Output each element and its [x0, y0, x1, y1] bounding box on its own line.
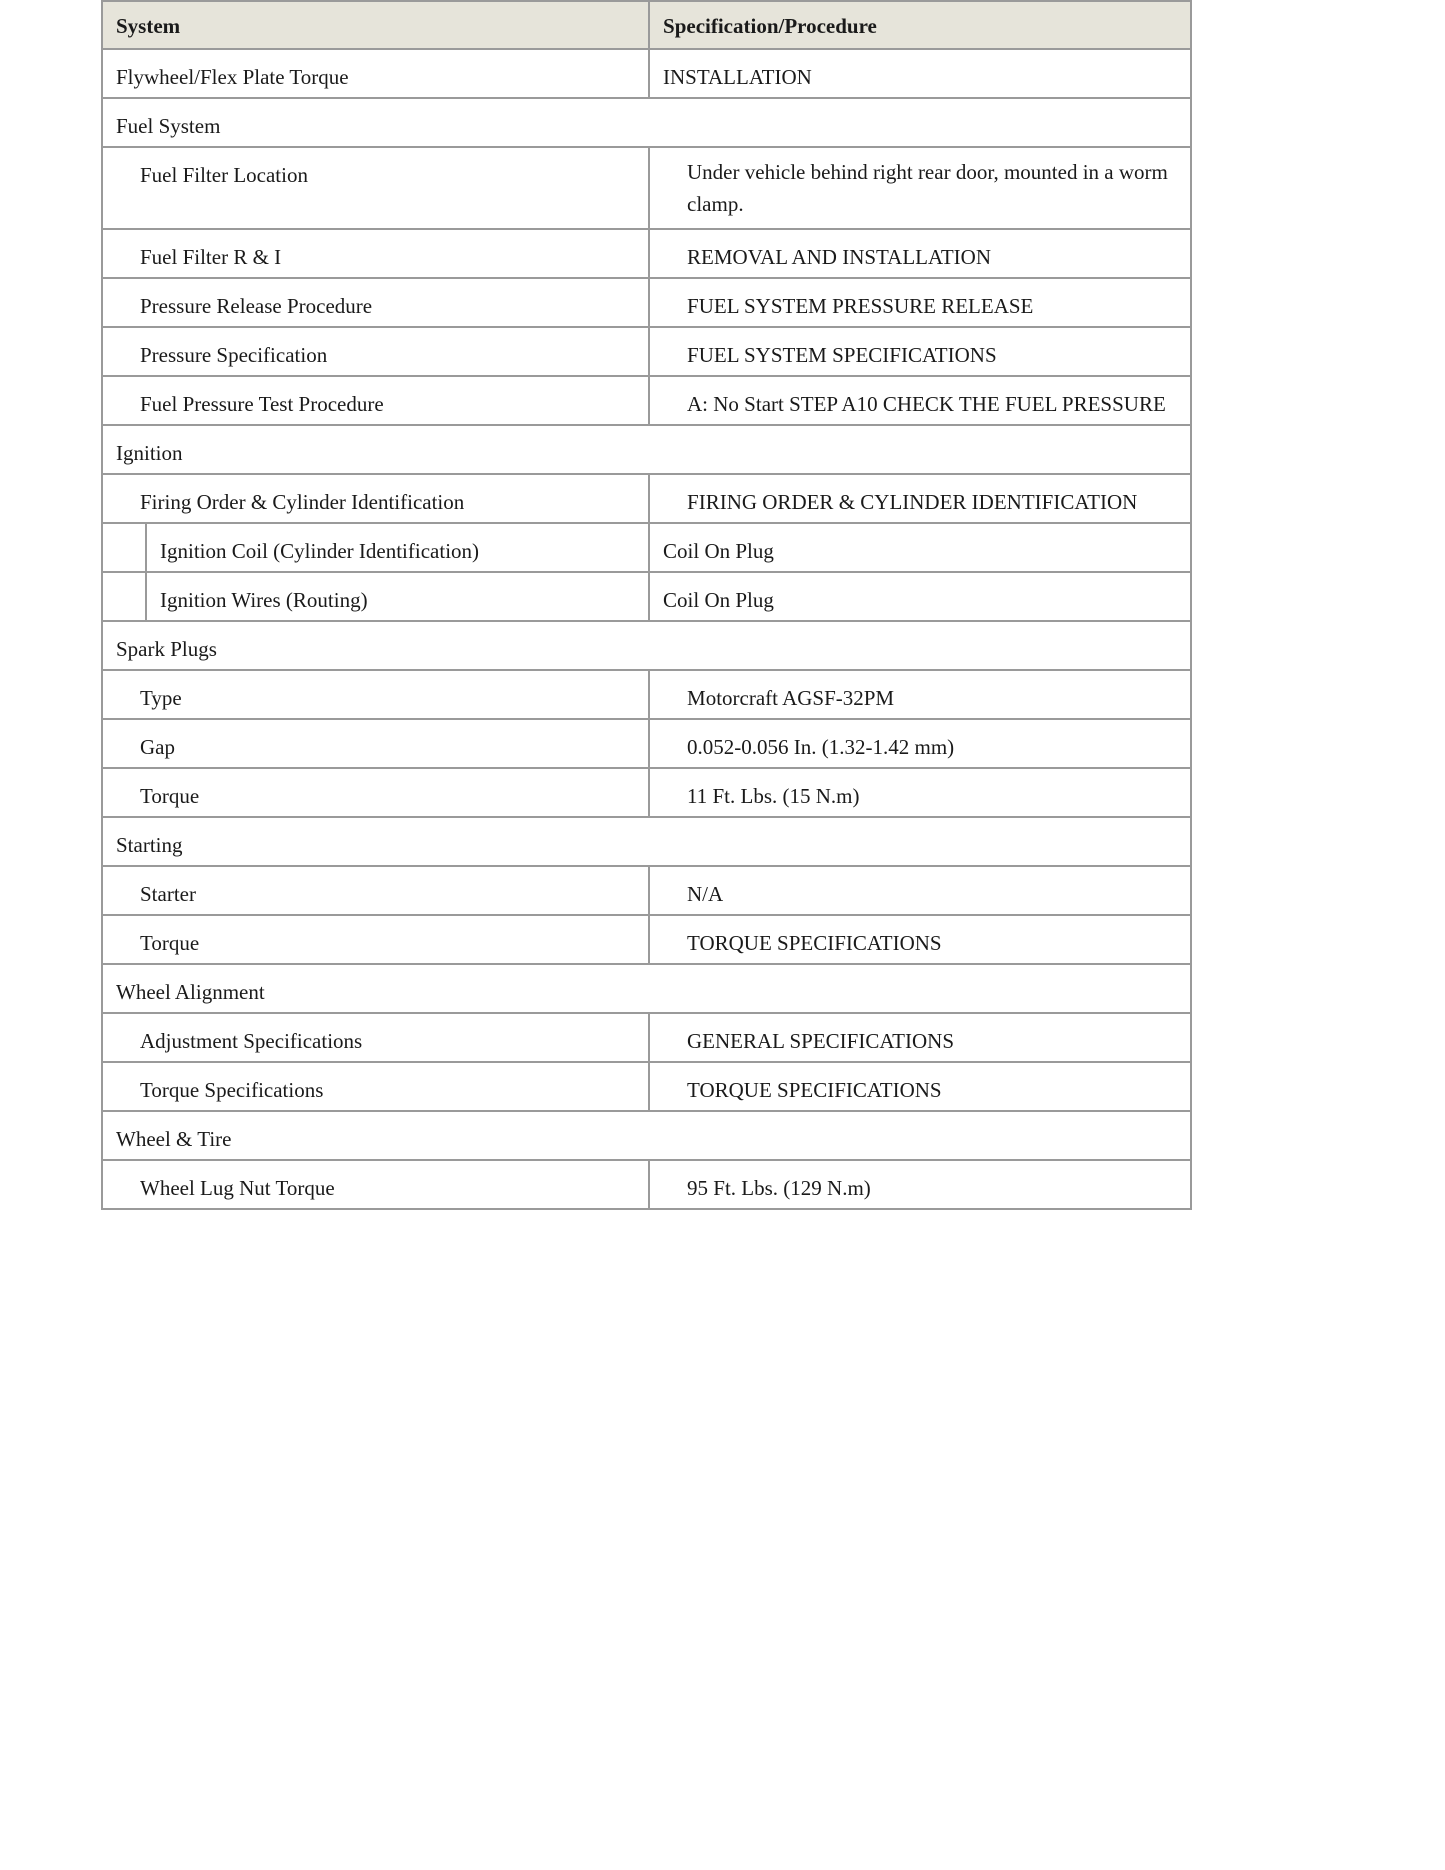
table-row — [102, 572, 1191, 621]
system-cell: Ignition Wires (Routing) — [146, 572, 649, 621]
spec-cell: Motorcraft AGSF-32PM — [649, 670, 1191, 719]
table-row — [102, 278, 1191, 327]
table-row — [102, 1160, 1191, 1209]
system-cell: Torque Specifications — [102, 1062, 649, 1111]
section-row — [102, 621, 1191, 670]
system-cell: Torque — [102, 768, 649, 817]
spec-table — [101, 0, 1192, 1210]
table-row — [102, 523, 1191, 572]
system-cell: Flywheel/Flex Plate Torque — [102, 49, 649, 98]
spec-cell: 95 Ft. Lbs. (129 N.m) — [649, 1160, 1191, 1209]
table-row — [102, 474, 1191, 523]
system-cell: Wheel Lug Nut Torque — [102, 1160, 649, 1209]
indent-cell — [102, 523, 146, 572]
table-row — [102, 915, 1191, 964]
system-cell: Torque — [102, 915, 649, 964]
table-row — [102, 376, 1191, 425]
table-row — [102, 768, 1191, 817]
spec-cell: A: No Start STEP A10 CHECK THE FUEL PRESSURE — [649, 376, 1191, 425]
section-title: Ignition — [102, 425, 1191, 474]
section-row — [102, 964, 1191, 1013]
section-row — [102, 1111, 1191, 1160]
spec-cell: FIRING ORDER & CYLINDER IDENTIFICATION — [649, 474, 1191, 523]
table-row — [102, 719, 1191, 768]
spec-cell: REMOVAL AND INSTALLATION — [649, 229, 1191, 278]
system-cell: Firing Order & Cylinder Identification — [102, 474, 649, 523]
section-title: Wheel Alignment — [102, 964, 1191, 1013]
spec-cell: INSTALLATION — [649, 49, 1191, 98]
table-row — [102, 1013, 1191, 1062]
system-cell: Type — [102, 670, 649, 719]
system-cell: Pressure Release Procedure — [102, 278, 649, 327]
section-title: Fuel System — [102, 98, 1191, 147]
system-cell: Ignition Coil (Cylinder Identification) — [146, 523, 649, 572]
table-row — [102, 866, 1191, 915]
table-row — [102, 1062, 1191, 1111]
system-cell: Adjustment Specifications — [102, 1013, 649, 1062]
spec-cell: FUEL SYSTEM SPECIFICATIONS — [649, 327, 1191, 376]
spec-cell: Under vehicle behind right rear door, mounted in a worm clamp. — [649, 147, 1191, 229]
section-title: Starting — [102, 817, 1191, 866]
table-row — [102, 229, 1191, 278]
table-row — [102, 147, 1191, 229]
spec-cell: Coil On Plug — [649, 523, 1191, 572]
spec-cell: FUEL SYSTEM PRESSURE RELEASE — [649, 278, 1191, 327]
spec-cell: 0.052-0.056 In. (1.32-1.42 mm) — [649, 719, 1191, 768]
system-cell: Fuel Filter Location — [102, 147, 649, 229]
system-cell: Starter — [102, 866, 649, 915]
system-cell: Pressure Specification — [102, 327, 649, 376]
header-system: System — [102, 1, 649, 49]
section-title: Wheel & Tire — [102, 1111, 1191, 1160]
section-title: Spark Plugs — [102, 621, 1191, 670]
system-cell: Fuel Filter R & I — [102, 229, 649, 278]
section-row — [102, 817, 1191, 866]
section-row — [102, 98, 1191, 147]
system-cell: Fuel Pressure Test Procedure — [102, 376, 649, 425]
indent-cell — [102, 572, 146, 621]
spec-cell: TORQUE SPECIFICATIONS — [649, 915, 1191, 964]
section-row — [102, 425, 1191, 474]
system-cell: Gap — [102, 719, 649, 768]
spec-cell: GENERAL SPECIFICATIONS — [649, 1013, 1191, 1062]
spec-cell: 11 Ft. Lbs. (15 N.m) — [649, 768, 1191, 817]
table-row — [102, 327, 1191, 376]
spec-cell: TORQUE SPECIFICATIONS — [649, 1062, 1191, 1111]
spec-cell: Coil On Plug — [649, 572, 1191, 621]
header-spec: Specification/Procedure — [649, 1, 1191, 49]
table-row — [102, 670, 1191, 719]
spec-cell: N/A — [649, 866, 1191, 915]
table-header-row — [102, 1, 1191, 49]
table-row — [102, 49, 1191, 98]
